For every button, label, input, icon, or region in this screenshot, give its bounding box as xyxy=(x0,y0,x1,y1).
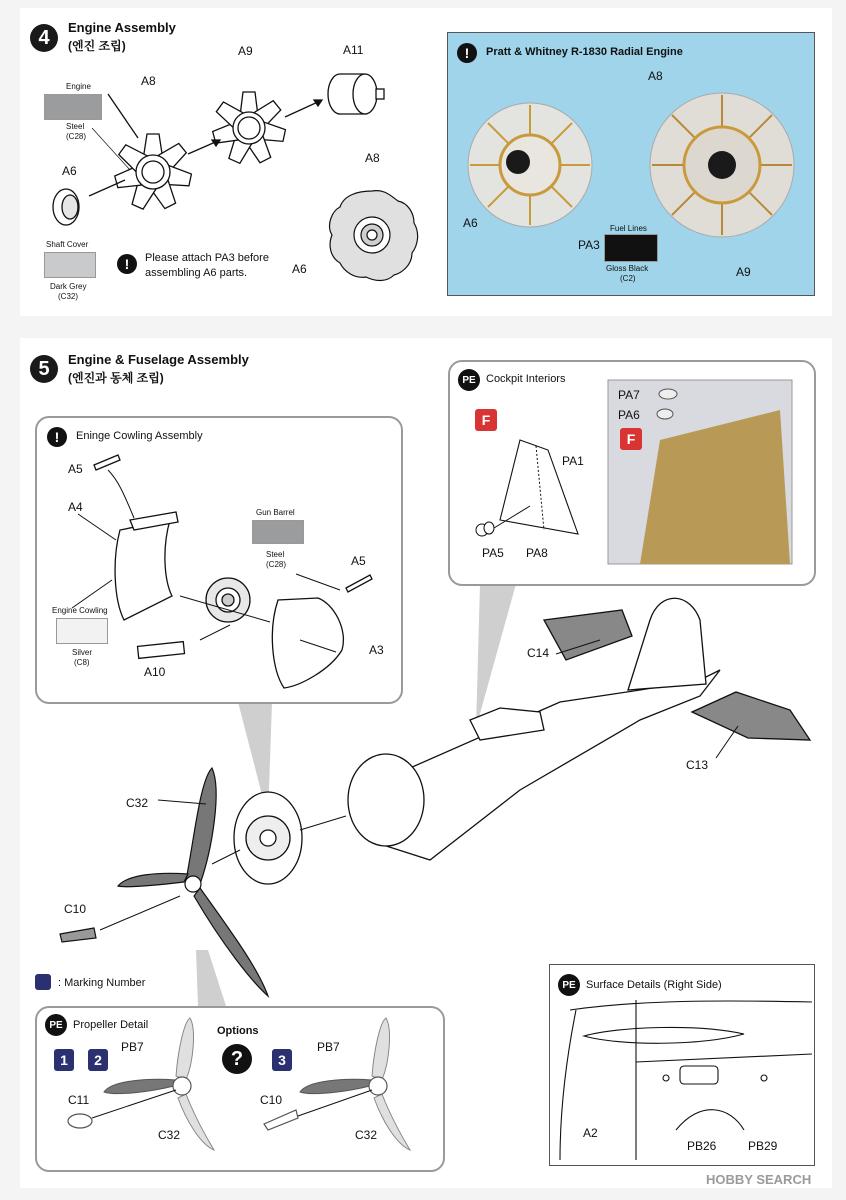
a6-label: A6 xyxy=(62,164,77,178)
cowling-box-title: Eninge Cowling Assembly xyxy=(76,430,203,442)
a8-assembled-label: A8 xyxy=(365,151,380,165)
pa6-label: PA6 xyxy=(618,408,640,422)
shaft-color-name: Shaft Cover xyxy=(46,240,89,249)
surface-box-title: Surface Details (Right Side) xyxy=(586,979,722,991)
cockpit-pe-badge: PE xyxy=(458,369,480,391)
mark-2-badge: 2 xyxy=(88,1049,108,1071)
engine-color-code: (C28) xyxy=(66,132,87,141)
shaft-color-code: (C32) xyxy=(58,292,79,301)
cockpit-photo-f-badge: F xyxy=(620,428,642,450)
surface-pb26-label: PB26 xyxy=(687,1139,717,1153)
c10-label: C10 xyxy=(64,902,87,916)
cowl-a10-label: A10 xyxy=(144,665,166,679)
step5-number: 5 xyxy=(30,355,58,383)
pa1-label: PA1 xyxy=(562,454,584,468)
pa7-label: PA7 xyxy=(618,388,640,402)
cockpit-box-title: Cockpit Interiors xyxy=(486,373,566,385)
marking-legend: : Marking Number xyxy=(58,977,146,989)
step4-subtitle: (엔진 조립) xyxy=(68,39,126,53)
engine-color-name: Engine xyxy=(66,82,91,91)
photo-pa3-label: PA3 xyxy=(578,238,600,252)
a9-label: A9 xyxy=(238,44,253,58)
mark-1-badge: 1 xyxy=(54,1049,74,1071)
cowl-a5b-label: A5 xyxy=(351,554,366,568)
gun-color-code: (C28) xyxy=(266,560,287,569)
pa5-label: PA5 xyxy=(482,546,504,560)
fuel-color-code: (C2) xyxy=(620,274,636,283)
cowl-color-code: (C8) xyxy=(74,658,90,667)
photo-title: Pratt & Whitney R-1830 Radial Engine xyxy=(486,46,683,58)
c14-label: C14 xyxy=(527,646,550,660)
gun-color-paint: Steel xyxy=(266,550,285,559)
step5-title: Engine & Fuselage Assembly xyxy=(68,352,249,367)
photo-a6-label: A6 xyxy=(463,216,478,230)
cowl-a3-label: A3 xyxy=(369,643,384,657)
a8-label: A8 xyxy=(141,74,156,88)
surface-pb29-label: PB29 xyxy=(748,1139,778,1153)
c32-label: C32 xyxy=(126,796,149,810)
cowl-color-paint: Silver xyxy=(72,648,93,657)
fuel-color-paint: Gloss Black xyxy=(606,264,649,273)
a6-assembled-label: A6 xyxy=(292,262,307,276)
prop-left-c32: C32 xyxy=(158,1128,181,1142)
options-question-icon: ? xyxy=(222,1044,252,1074)
cowl-color-name: Engine Cowling xyxy=(52,606,108,615)
a11-label: A11 xyxy=(343,43,364,57)
step4-note: Please attach PA3 before assembling A6 parts. xyxy=(145,252,269,279)
gun-color-name: Gun Barrel xyxy=(256,508,295,517)
prop-left-c11: C11 xyxy=(68,1093,90,1107)
step5-subtitle: (엔진과 동체 조립) xyxy=(68,371,164,385)
propeller-box-title: Propeller Detail xyxy=(73,1019,149,1031)
cowling-warning-icon: ! xyxy=(47,427,67,447)
surface-pe-badge: PE xyxy=(558,974,580,996)
photo-warning-icon: ! xyxy=(457,43,477,63)
prop-right-pb7: PB7 xyxy=(317,1040,340,1054)
cowl-a4-label: A4 xyxy=(68,500,83,514)
step4-warning-icon: ! xyxy=(117,254,137,274)
pa8-label: PA8 xyxy=(526,546,548,560)
prop-right-c32: C32 xyxy=(355,1128,378,1142)
photo-a8-label: A8 xyxy=(648,69,663,83)
cowl-a5-label: A5 xyxy=(68,462,83,476)
surface-a2-label: A2 xyxy=(583,1126,598,1140)
step4-title: Engine Assembly xyxy=(68,20,176,35)
cockpit-f-badge: F xyxy=(475,409,497,431)
c13-label: C13 xyxy=(686,758,709,772)
photo-a9-label: A9 xyxy=(736,265,751,279)
prop-left-pb7: PB7 xyxy=(121,1040,144,1054)
prop-right-c10: C10 xyxy=(260,1093,283,1107)
engine-color-paint: Steel xyxy=(66,122,85,131)
propeller-pe-badge: PE xyxy=(45,1014,67,1036)
options-label: Options xyxy=(217,1025,259,1037)
fuel-color-name: Fuel Lines xyxy=(610,224,647,233)
shaft-color-paint: Dark Grey xyxy=(50,282,87,291)
mark-3-badge: 3 xyxy=(272,1049,292,1071)
step4-number: 4 xyxy=(30,24,58,52)
watermark-logo: HOBBY SEARCH xyxy=(706,1172,812,1187)
